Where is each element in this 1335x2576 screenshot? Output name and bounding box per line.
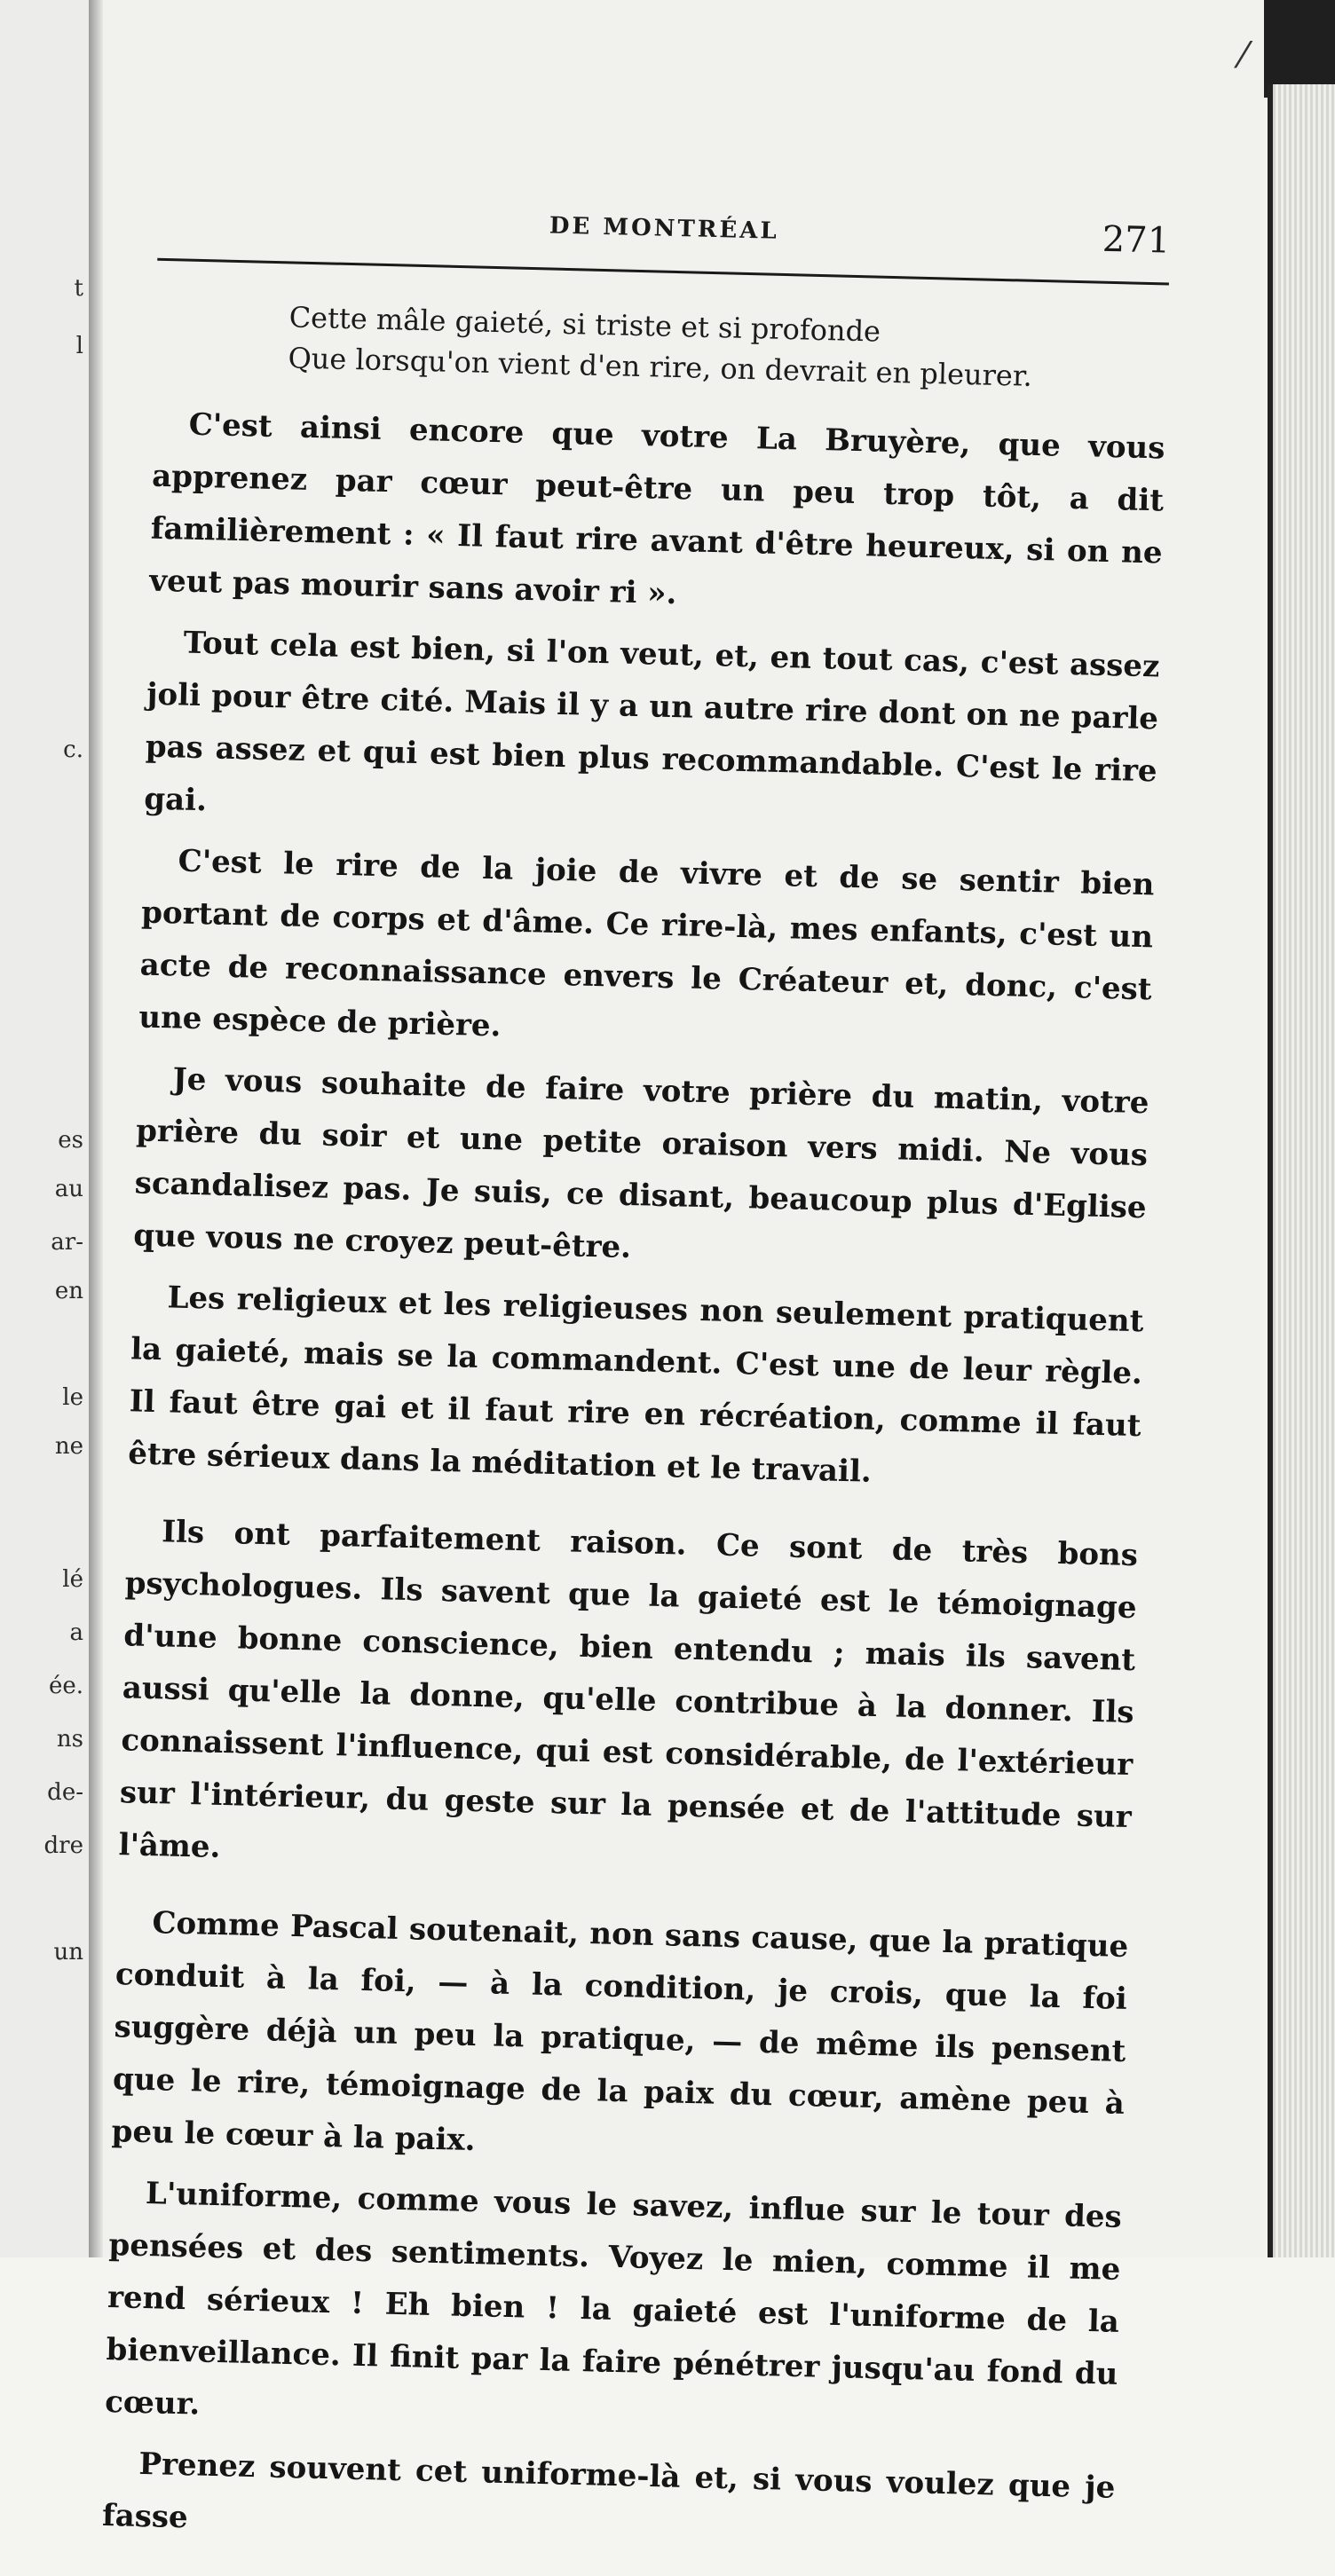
left-page-fragment: c. (63, 737, 83, 763)
book-page (83, 160, 1181, 2536)
verse-line: Cette mâle gaieté, si triste et si profonde (288, 300, 881, 349)
paragraph: Comme Pascal soutenait, non sans cause, que la pratique conduit à la foi, — à la condition, je crois, que la foi suggère déjà un peu la pratique, — de même ils pensent que le rire, témoignage de la paix du cœur, amène peu à peu le cœur à la paix. (111, 1905, 1129, 2159)
left-page-fragment: en (54, 1278, 83, 1304)
paragraph: Ils ont parfaitement raison. Ce sont de très bons psychologues. Ils savent que la gaieté est le témoignage d'une bonne conscience, bien entendu ; mais ils savent aussi qu'elle la donne, qu'elle contribue à la donner. Ils connaissent l'influence, qui est considérable, de l'extérieur sur l'intérieur, du geste sur la pensée et de l'attitude sur l'âme. (118, 1514, 1139, 1865)
page-stack-edge (1268, 84, 1335, 2257)
paragraph: Les religieux et les religieuses non seulement pratiquent la gaieté, mais se la commandent. C'est une de leur règle. Il faut être gai et il faut rire en récréation, comme il faut être sérieux dans la méditation et le travail. (127, 1280, 1144, 1490)
page-number: 271 (1102, 218, 1171, 262)
paragraph: C'est ainsi encore que votre La Bruyère, que vous apprenez par cœur peut-être un peu trop tôt, a dit familièrement : « Il faut rire avant d'être heureux, si on ne veut pas mourir sans avoir ri ». (148, 406, 1165, 612)
left-page-fragment: es (58, 1127, 83, 1154)
running-head (157, 187, 1171, 286)
left-page-fragment: lé (62, 1566, 83, 1593)
left-page-fragment: ée. (48, 1673, 83, 1699)
running-title: DE MONTRÉAL (549, 212, 780, 245)
left-page-fragment: l (75, 333, 83, 359)
verse-line: Que lorsqu'on vient d'en rire, on devrait en pleurer. (288, 341, 1033, 393)
paragraph: L'uniforme, comme vous le savez, influe sur le tour des pensées et des sentiments. Voyez le mien, comme il me rend sérieux ! Eh bien ! la gaieté est l'uniforme de la bienveillance. Il finit par la faire pénétrer jusqu'au fond du cœur. (104, 2176, 1123, 2422)
paragraph: C'est le rire de la joie de vivre et de se sentir bien portant de corps et d'âme. Ce rire-là, mes enfants, c'est un acte de reconnaissance envers le Créateur et, donc, c'est une espèce de prière. (138, 843, 1155, 1044)
left-page-fragment: dre (43, 1832, 83, 1859)
paragraph: Tout cela est bien, si l'on veut, et, en tout cas, c'est assez joli pour être cité. Mais il y a un autre rire dont on ne parle pas assez et qui est bien plus recommandable. C'est le rire gai. (143, 625, 1160, 819)
paragraph: Prenez souvent cet uniforme-là et, si vous voulez que je fasse (101, 2446, 1116, 2536)
body-text (101, 398, 1165, 2576)
scan-mark-icon: ⁄ (1240, 35, 1246, 76)
left-page-fragment: ar- (51, 1229, 83, 1256)
left-page-fragment: de- (47, 1779, 83, 1806)
left-page-fragment: ne (54, 1433, 83, 1460)
left-page-fragment: au (54, 1176, 83, 1202)
verse-quotation (288, 296, 1088, 398)
paragraph: Je vous souhaite de faire votre prière du matin, votre prière du soir et une petite oraison vers midi. Ne vous scandalisez pas. Je suis, ce disant, beaucoup plus d'Eglise que vous ne croyez peut-être. (132, 1061, 1149, 1266)
left-page-fragment: le (62, 1384, 83, 1411)
left-page-fragment: a (69, 1619, 83, 1646)
adjacent-left-page (0, 0, 92, 2257)
left-page-fragment: un (53, 1939, 83, 1965)
page-edge-shadow (1264, 0, 1335, 98)
left-page-fragment: ns (56, 1726, 83, 1753)
left-page-fragment: t (74, 275, 83, 302)
